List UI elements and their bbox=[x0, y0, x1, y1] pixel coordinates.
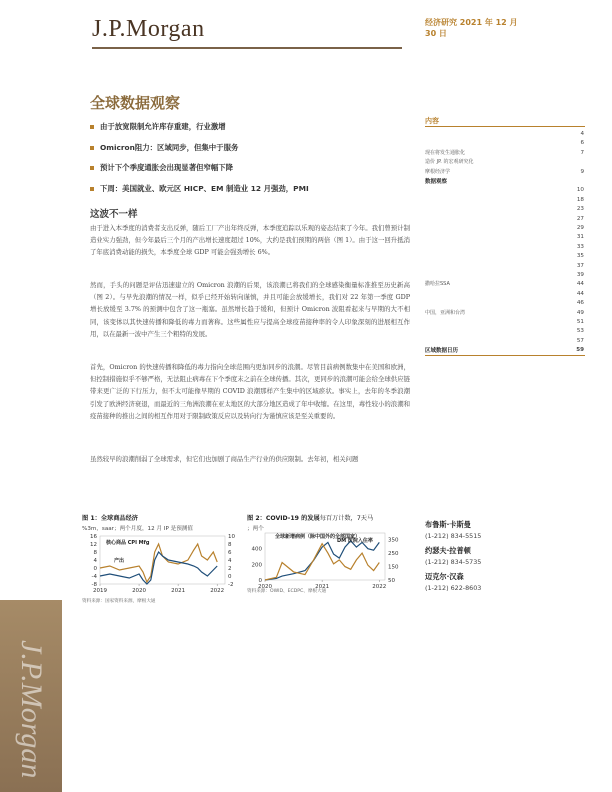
y-left-tick-label: 200 bbox=[251, 562, 262, 569]
toc-entry-page: 33 bbox=[576, 243, 584, 250]
figure-1-subtitle: %3m，saar；两个月度，12 月 IP 是预测值 bbox=[82, 526, 193, 532]
report-date bbox=[425, 17, 595, 39]
bullet-item: 下周：美国就业、欧元区 HICP、EM 制造业 12 月强劲，PMI bbox=[90, 184, 410, 194]
x-tick-label: 2021 bbox=[315, 584, 330, 590]
figure-1-source: 资料来源：国家资料来源，摩根大通 bbox=[82, 599, 156, 604]
toc-entry-page: 9 bbox=[580, 168, 584, 175]
bullet-item: 由于放宽限制允许库存重建，行业激增 bbox=[90, 122, 410, 132]
series-line bbox=[265, 541, 379, 580]
figure-2-title bbox=[247, 513, 373, 522]
report-type-date: 经济研究 2021 年 12 月 bbox=[425, 18, 518, 27]
y-left-tick-label: 400 bbox=[251, 546, 262, 553]
bullet-item: 预计下个季度通胀会出现显著但窄幅下降 bbox=[90, 163, 410, 173]
side-watermark-band bbox=[0, 600, 62, 792]
paragraph: 首先，Omicron 的快速传播和降低的毒力指向全球范围内更加同步的浪潮。尽管目前病例数集中在美国和欧洲，但控制措施似乎不够严格，无法阻止病毒在下个季度末之前在全球传播。其次，更同步的浪潮可能会给全球供应链带来更广泛的下行压力，但不太可能像早期的 COVID 浪潮那样产生集中的区域瘀状。事实上，去年的冬季浪潮引发了欧洲经济衰退，而最近的三角洲浪潮在亚太地区的大部分地区造成了年中收缩。在这里，毒性较小的浪潮和疫苗接种的推出之间的相互作用对于限制政策反应以及转向行为谨慎应该是至关重要的。 bbox=[90, 363, 410, 420]
toc-entry-page: 53 bbox=[576, 328, 584, 335]
contact-phone: (1-212) 834-5735 bbox=[425, 558, 482, 566]
contact-name: 迈克尔·汉森 bbox=[425, 572, 464, 581]
toc-entry-page: 27 bbox=[576, 215, 584, 222]
y-left-tick-label: 8 bbox=[93, 550, 97, 556]
toc-entry-page: 37 bbox=[576, 262, 584, 269]
jpmorgan-logo: J.P.Morgan bbox=[92, 16, 205, 42]
y-left-tick-label: 12 bbox=[90, 542, 97, 548]
y-right-tick-label: 8 bbox=[228, 542, 232, 548]
page-title: 全球数据观察 bbox=[90, 94, 181, 112]
toc-entry-page: 59 bbox=[576, 347, 584, 354]
toc-entry-page: 10 bbox=[576, 187, 584, 194]
toc-entry-page: 51 bbox=[576, 319, 584, 325]
toc-entry-label: 中国，亚洲和台湾 bbox=[425, 309, 466, 316]
figure-2-subtitle: ；两个 bbox=[247, 526, 264, 532]
toc-entry-page: 6 bbox=[580, 140, 584, 147]
toc-entry-page: 31 bbox=[576, 234, 584, 241]
x-tick-label: 2022 bbox=[210, 588, 225, 594]
y-right-tick-label: 2 bbox=[228, 566, 232, 572]
toc-bottom-rule bbox=[425, 355, 585, 356]
contact-name: 布鲁斯·卡斯曼 bbox=[425, 520, 471, 529]
y-left-tick-label: -4 bbox=[91, 574, 97, 580]
series-label: 全球新增病例（除中国外的全部国家） bbox=[275, 534, 361, 540]
x-tick-label: 2019 bbox=[93, 588, 107, 594]
x-tick-label: 2020 bbox=[132, 588, 147, 594]
header-rule bbox=[92, 47, 402, 49]
toc-entry-label: 区域数据日历 bbox=[425, 348, 459, 355]
toc-entry-page: 44 bbox=[576, 290, 584, 297]
y-left-tick-label: -8 bbox=[91, 582, 97, 588]
series-label: 核心商品 CPI Mfg bbox=[106, 540, 150, 546]
toc-entry-page: 49 bbox=[576, 309, 584, 316]
figure-2-title-text: 图 2：COVID-19 的发展 bbox=[247, 515, 320, 522]
series-line bbox=[265, 544, 379, 580]
y-right-tick-label: 150 bbox=[388, 564, 399, 571]
report-day: 30 日 bbox=[425, 29, 447, 38]
y-right-tick-label: 50 bbox=[388, 578, 395, 584]
figure-2-title-extra: 每百万计数，7天马 bbox=[319, 515, 374, 522]
contact-phone: (1-212) 622-8603 bbox=[425, 584, 482, 592]
y-left-tick-label: 0 bbox=[258, 578, 262, 584]
y-right-tick-label: -2 bbox=[228, 582, 234, 588]
figure-1-title bbox=[82, 513, 138, 522]
toc-entry-label: 撒哈拉SSA bbox=[425, 281, 450, 288]
toc-entry-label: 数据观察 bbox=[425, 179, 448, 185]
toc-entry-page: 44 bbox=[576, 281, 584, 288]
toc-entry-page: 18 bbox=[576, 196, 584, 203]
contact-card bbox=[425, 572, 595, 592]
y-right-tick-label: 6 bbox=[228, 550, 232, 556]
y-right-tick-label: 4 bbox=[228, 558, 232, 564]
paragraph: 然而，手头的问题是评估迅速建立的 Omicron 浪潮的后果，该浪潮已将我们的全球感染衡量标准推至历史新高（图 2）。与早先浪潮的情况一样，似乎已经开始转向谨慎，并且可能会放缓增长，我们对 22 年第一季度 GDP 增长放缓至 3.7% 的预测中包含了这一瓶塞。虽然增长趋于缓和，但预计 Omicron 波阻看起来与早期的大不相同，该变体以其快速传播和降低的毒力而著称。这些属性应与提高全球疫苗接种率的令人印象深刻的进展相互作用，以在最新一波中产生三个粗特的发展。 bbox=[90, 281, 410, 338]
series-label: DM 医院入住率 bbox=[337, 538, 373, 544]
figure-2-chart bbox=[245, 530, 410, 593]
y-left-tick-label: 4 bbox=[93, 558, 97, 564]
toc-entry-page: 57 bbox=[576, 337, 584, 344]
toc-heading: 内容 bbox=[425, 117, 439, 125]
y-right-tick-label: 350 bbox=[388, 537, 399, 544]
x-tick-label: 2021 bbox=[171, 588, 186, 594]
toc-entry-page: 46 bbox=[576, 300, 584, 307]
figure-1-title-text: 图 1：全球商品经济 bbox=[82, 515, 138, 522]
x-tick-label: 2020 bbox=[258, 584, 272, 590]
y-right-tick-label: 0 bbox=[228, 574, 232, 580]
toc-entry-label: 现在将发生通胀化 bbox=[425, 149, 466, 156]
contact-phone: (1-212) 834-5515 bbox=[425, 532, 482, 540]
toc-entry-label: 摩根经济学 bbox=[425, 168, 451, 175]
toc-entry-page: 7 bbox=[580, 149, 584, 156]
paragraph: 虽然较早的浪潮削弱了全球需求，但它们也加剧了商品生产行业的供应限制。去年初，相关问题 bbox=[90, 455, 359, 463]
series-line bbox=[100, 552, 217, 584]
paragraph: 由于进入本季度的消费者支出反弹，随后工厂产出年终反弹，本季度追踪以乐观的姿态结束了今年。我们曾预计制造业实力强劲，但今年最后三个月的产出增长速度超过 10%，大约是我们预期的两倍（图 1）。由于这一回升抵消了年底消费动能的损失，本季度全球 GDP 可能会强劲增长 6%。 bbox=[90, 224, 410, 257]
contact-name: 约瑟夫·拉普顿 bbox=[425, 546, 471, 555]
figure-1-chart bbox=[80, 532, 242, 595]
contact-card bbox=[425, 546, 595, 566]
toc-entry-page: 35 bbox=[576, 253, 584, 260]
y-left-tick-label: 0 bbox=[93, 566, 97, 572]
series-label: 产出 bbox=[114, 558, 125, 564]
bullet-item: Omicron阻力：区域同步，但集中于服务 bbox=[90, 143, 410, 153]
summary-bullets bbox=[90, 122, 410, 204]
section-heading: 这波不一样 bbox=[90, 209, 138, 220]
toc-entry-page: 4 bbox=[580, 131, 584, 137]
y-left-tick-label: 16 bbox=[90, 534, 97, 540]
x-tick-label: 2022 bbox=[372, 584, 387, 590]
toc-entry-label: 造价 JP. 的宏观研究化 bbox=[425, 159, 474, 166]
contact-card bbox=[425, 520, 595, 540]
toc-rule bbox=[425, 126, 585, 127]
y-right-tick-label: 10 bbox=[228, 534, 235, 540]
watermark-logo: J.P.Morgan bbox=[15, 640, 48, 779]
toc-entry-page: 29 bbox=[576, 225, 584, 231]
toc-entry-page: 23 bbox=[576, 206, 584, 213]
y-right-tick-label: 250 bbox=[388, 551, 399, 558]
toc-entry-page: 39 bbox=[576, 272, 584, 278]
figure-2-source: 资料来源：OWID、ECDPC、摩根大通 bbox=[247, 589, 327, 594]
